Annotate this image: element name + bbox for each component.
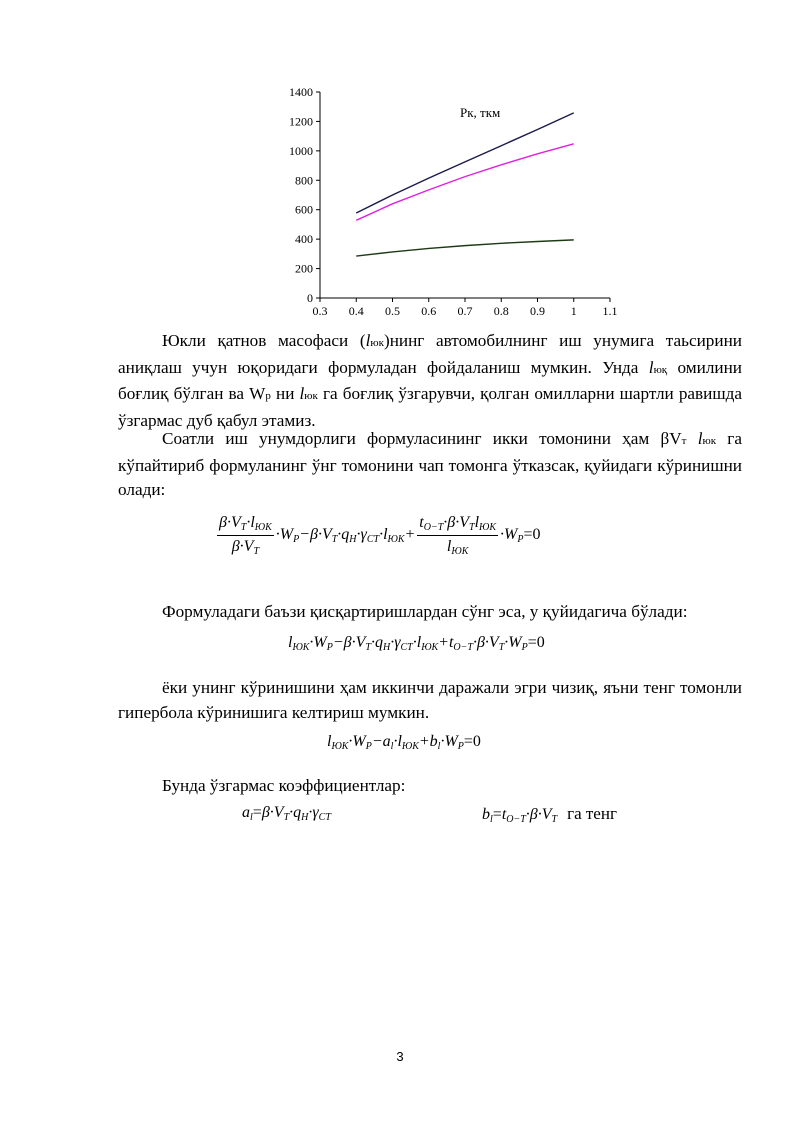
paragraph-3: [118, 600, 742, 625]
p3-text: Формуладаги баъзи қисқартиришлардан сўнг эса, у қуйидагича бўлади:: [162, 602, 688, 621]
y-tick-label: 1000: [289, 143, 313, 158]
series-line-1: [356, 113, 574, 213]
series-line-2: [356, 144, 574, 221]
chart-axes: [320, 92, 610, 298]
y-tick-label: 1200: [289, 114, 313, 129]
p5-text: Бунда ўзгармас коэффициентлар:: [162, 776, 406, 795]
y-tick-label: 800: [295, 173, 313, 188]
chart-annotation: Pк, ткм: [460, 105, 501, 120]
series-line-3: [356, 240, 574, 256]
x-tick-label: 0.7: [457, 304, 473, 318]
y-tick-label: 1400: [289, 85, 313, 99]
p1-text: Юкли қатнов масофаси (lюк)нинг автомобилнинг иш унумига таьсирини аниқлаш учун юқоридаги формуладан фойдаланиш мумкин. Унда lюқ омилини боғлиқ бўлган ва Wр ни lюк га боғлиқ ўзгарувчи, қолган омилларни шартли равишда ўзгармас дуб қабул этамиз.: [118, 331, 742, 430]
x-tick-label: 0.4: [348, 304, 364, 318]
p4-text: ёки унинг кўринишини ҳам иккинчи даражали эгри чизиқ, яъни тенг томонли гипербола кўринишига келтириш мумкин.: [118, 678, 742, 722]
y-tick-label: 600: [295, 202, 313, 217]
paragraph-2: [118, 427, 742, 503]
equation-a: $a_l=\beta\cdot V_T\cdot q_H\cdot\gamma_{CT}$: [242, 804, 331, 823]
x-tick-label: 0.3: [312, 304, 328, 318]
page-number: 3: [396, 1049, 404, 1064]
chart-series: [356, 113, 574, 256]
paragraph-1: [118, 329, 742, 433]
x-tick-label: 0.9: [530, 304, 545, 318]
equation-1: $\frac{\beta\cdot V_T\cdot l_{ЮК}}{\beta\cdot V_T}$ $\cdot W_P-\beta\cdot V_T\cdot q_H\cdot\gamma_{CT}\cdot l_{ЮК}+$ $\frac{t_{O-T}\cdot\beta\cdot V_Tl_{ЮК}}{l_{ЮК}}$ $\cdot W_P=0$: [219, 514, 541, 557]
equation-b: $b_l=t_{O-T}\cdot\beta\cdot V_T$ га тенг: [482, 804, 617, 825]
y-tick-label: 200: [295, 261, 313, 276]
chart: [270, 78, 620, 328]
p2-text: Соатли иш унумдорлиги формуласининг икки томонини ҳам βVт lюк га кўпайтириб формуланинг ўнг томонини чап томонга ўтказсак, қуйидаги кўринишни олади:: [118, 429, 742, 499]
x-tick-label: 0.5: [385, 304, 400, 318]
x-tick-label: 0.6: [421, 304, 437, 318]
x-tick-label: 1: [570, 304, 577, 318]
chart-ticks: [289, 85, 618, 318]
x-tick-label: 0.8: [493, 304, 509, 318]
paragraph-5: [118, 774, 742, 799]
x-tick-label: 1.1: [602, 304, 618, 318]
y-tick-label: 400: [295, 232, 313, 247]
equation-2: $l_{ЮК}\cdot W_P-\beta\cdot V_T\cdot q_H\cdot\gamma_{CT}\cdot l_{ЮК}+t_{O-T}\cdot\beta\cdot V_T\cdot W_P=0$: [288, 634, 545, 653]
paragraph-4: [118, 676, 742, 725]
ga-teng-text: га тенг: [567, 804, 617, 823]
equation-3: $l_{ЮК}\cdot W_P-a_l\cdot l_{ЮК}+b_l\cdot W_P=0$: [327, 733, 481, 752]
y-tick-label: 0: [307, 291, 313, 305]
